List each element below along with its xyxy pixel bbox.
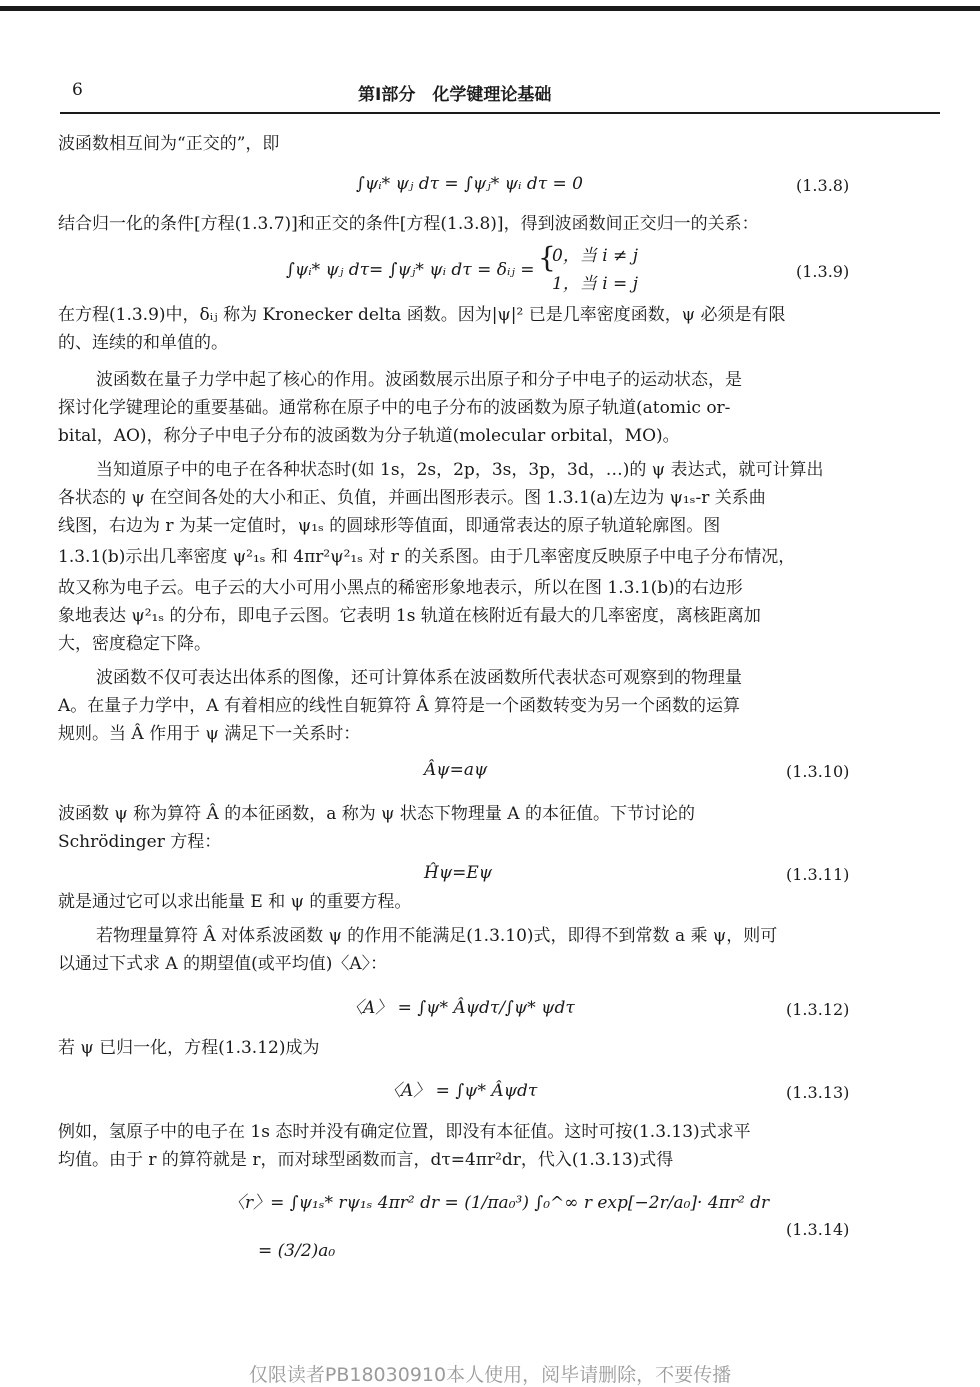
page-number: 6 bbox=[72, 80, 83, 100]
text-line: 例如，氢原子中的电子在 1s 态时并没有确定位置，即没有本征值。这时可按(1.3.13)式求平 bbox=[58, 1122, 751, 1142]
text-line: 若物理量算符 Â 对体系波函数 ψ 的作用不能满足(1.3.10)式，即得不到常数 a 乘 ψ，则可 bbox=[96, 926, 778, 946]
equation-1-3-14-line1: 〈r〉= ∫ψ₁ₛ* rψ₁ₛ 4πr² dr = (1/πa₀³) ∫₀^∞ r exp[−2r/a₀]· 4πr² dr bbox=[228, 1193, 770, 1213]
text-line: bital，AO)，称分子中电子分布的波函数为分子轨道(molecular orbital，MO)。 bbox=[58, 426, 680, 446]
text-line: 1.3.1(b)示出几率密度 ψ²₁ₛ 和 4πr²ψ²₁ₛ 对 r 的关系图。由于几率密度反映原子中电子分布情况， bbox=[58, 547, 796, 567]
text-line: 各状态的 ψ 在空间各处的大小和正、负值，并画出图形表示。图 1.3.1(a)左边为 ψ₁ₛ-r 关系曲 bbox=[58, 488, 766, 508]
text-line: 象地表达 ψ²₁ₛ 的分布，即电子云图。它表明 1s 轨道在核附近有最大的几率密度，离核距离加 bbox=[58, 606, 761, 626]
equation-number: (1.3.12) bbox=[786, 1000, 850, 1019]
equation-1-3-11: Ĥψ=Eψ bbox=[424, 863, 493, 883]
equation-number: (1.3.14) bbox=[786, 1220, 850, 1239]
text-line: Schrödinger 方程： bbox=[58, 832, 222, 852]
text-line: 波函数 ψ 称为算符 Â 的本征函数，a 称为 ψ 状态下物理量 A 的本征值。下节讨论的 bbox=[58, 804, 695, 824]
case-line: 0，当 i ≠ j bbox=[552, 246, 638, 266]
text-line: 故又称为电子云。电子云的大小可用小黑点的稀密形象地表示，所以在图 1.3.1(b)的右边形 bbox=[58, 578, 743, 598]
equation-number: (1.3.13) bbox=[786, 1083, 850, 1102]
text-line: 在方程(1.3.9)中，δᵢⱼ 称为 Kronecker delta 函数。因为|ψ|² 已是几率密度函数，ψ 必须是有限 bbox=[58, 305, 786, 325]
equation-1-3-9: ∫ψᵢ* ψⱼ dτ= ∫ψⱼ* ψᵢ dτ = δᵢⱼ = bbox=[286, 260, 535, 280]
text-line: 的、连续的和单值的。 bbox=[58, 333, 228, 353]
text-line: 线图，右边为 r 为某一定值时，ψ₁ₛ 的圆球形等值面，即通常表达的原子轨道轮廓图。图 bbox=[58, 516, 721, 536]
text-line: 就是通过它可以求出能量 E 和 ψ 的重要方程。 bbox=[58, 892, 412, 912]
equation-number: (1.3.8) bbox=[796, 176, 850, 195]
equation-number: (1.3.10) bbox=[786, 762, 850, 781]
text-line: 当知道原子中的电子在各种状态时(如 1s，2s，2p，3s，3p，3d，…)的 ψ 表达式，就可计算出 bbox=[96, 460, 824, 480]
equation-1-3-8: ∫ψᵢ* ψⱼ dτ = ∫ψⱼ* ψᵢ dτ = 0 bbox=[356, 174, 583, 194]
equation-1-3-13: 〈A〉 = ∫ψ* Âψdτ bbox=[384, 1081, 538, 1101]
header-rule bbox=[60, 112, 940, 114]
text-line: 波函数相互间为“正交的”，即 bbox=[58, 134, 280, 154]
equation-number: (1.3.9) bbox=[796, 262, 850, 281]
left-brace: { bbox=[538, 241, 556, 274]
text-line: 波函数在量子力学中起了核心的作用。波函数展示出原子和分子中电子的运动状态，是 bbox=[96, 370, 742, 390]
text-line: 波函数不仅可表达出体系的图像，还可计算体系在波函数所代表状态可观察到的物理量 bbox=[96, 668, 742, 688]
text-line: 以通过下式求 A 的期望值(或平均值)〈A〉： bbox=[58, 954, 388, 974]
watermark: 仅限读者PB18030910本人使用，阅毕请删除，不要传播 bbox=[248, 1364, 732, 1386]
text-line: 规则。当 Â 作用于 ψ 满足下一关系时： bbox=[58, 724, 361, 744]
text-line: 均值。由于 r 的算符就是 r，而对球型函数而言，dτ=4πr²dr，代入(1.3.13)式得 bbox=[58, 1150, 674, 1170]
equation-number: (1.3.11) bbox=[786, 865, 850, 884]
equation-1-3-14-line2: = (3/2)a₀ bbox=[258, 1241, 336, 1261]
top-rule bbox=[0, 6, 980, 11]
equation-1-3-10: Âψ=aψ bbox=[424, 760, 488, 780]
case-line: 1，当 i = j bbox=[552, 274, 638, 294]
text-line: 结合归一化的条件[方程(1.3.7)]和正交的条件[方程(1.3.8)]，得到波函数间正交归一的关系： bbox=[58, 214, 759, 234]
text-line: 若 ψ 已归一化，方程(1.3.12)成为 bbox=[58, 1038, 320, 1058]
running-title: 第Ⅰ部分 化学键理论基础 bbox=[358, 85, 552, 105]
equation-1-3-12: 〈A〉 = ∫ψ* Âψdτ/∫ψ* ψdτ bbox=[346, 998, 575, 1018]
text-line: 探讨化学键理论的重要基础。通常称在原子中的电子分布的波函数为原子轨道(atomic or- bbox=[58, 398, 731, 418]
text-line: 大，密度稳定下降。 bbox=[58, 634, 211, 654]
text-line: A。在量子力学中，A 有着相应的线性自轭算符 Â 算符是一个函数转变为另一个函数的运算 bbox=[58, 696, 741, 716]
